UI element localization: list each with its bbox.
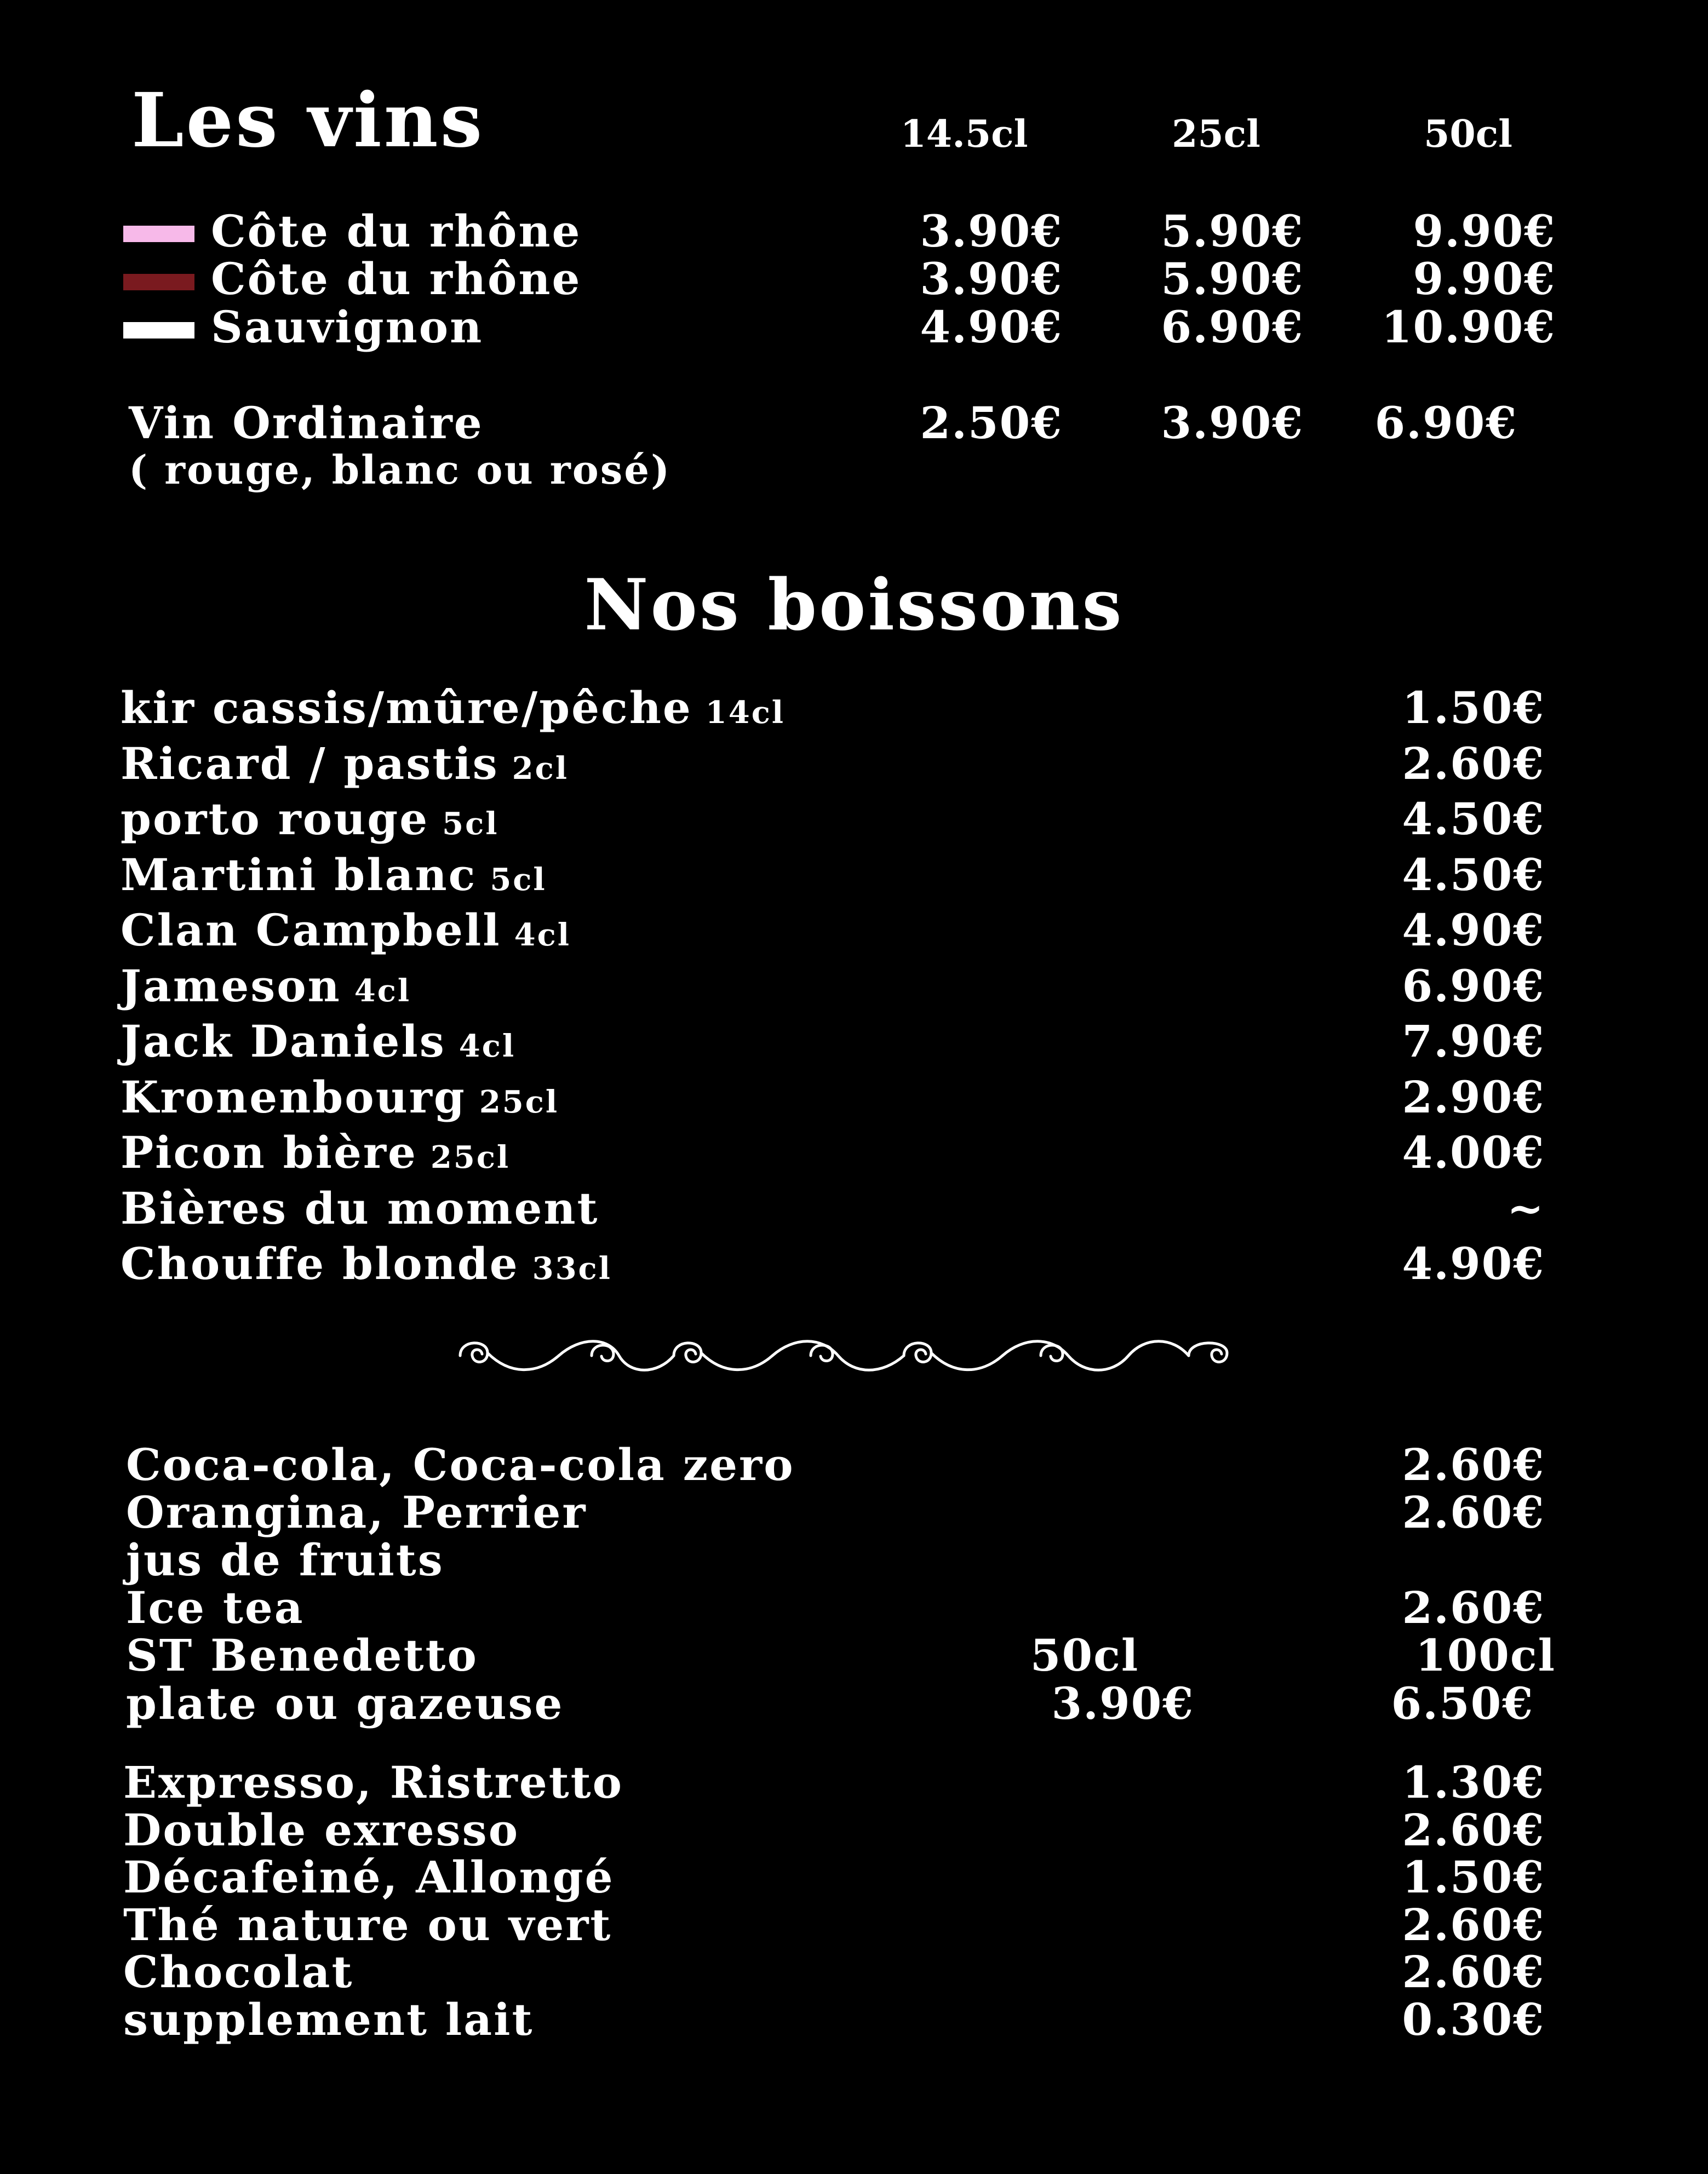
- soft-name: Coca-cola, Coca-cola zero: [126, 1439, 795, 1490]
- wine-name: Côte du rhône: [211, 253, 582, 305]
- white-wine-swatch: [123, 322, 194, 339]
- water-price: 3.90€: [1051, 1678, 1194, 1729]
- drink-name-text: Picon bière: [121, 1127, 417, 1178]
- drink-price: 2.60€: [1402, 737, 1545, 789]
- water-name: ST Benedetto: [126, 1630, 478, 1681]
- wine-size-header-1: 14.5cl: [900, 112, 1028, 156]
- drink-name-text: porto rouge: [121, 793, 429, 845]
- drink-name: [121, 1127, 510, 1178]
- hot-name: Thé nature ou vert: [123, 1898, 612, 1951]
- drink-name: [121, 738, 569, 789]
- wine-size-header-2: 25cl: [1172, 112, 1260, 156]
- hot-name: supplement lait: [123, 1993, 534, 2045]
- drink-name-text: kir cassis/mûre/pêche: [121, 682, 692, 733]
- wine-price: 10.90€: [1381, 301, 1556, 353]
- drink-size: 4cl: [354, 972, 411, 1009]
- water-size: 100cl: [1415, 1630, 1556, 1681]
- drink-size: 5cl: [490, 861, 547, 898]
- drink-size: 2cl: [512, 750, 569, 787]
- drink-name-text: Jack Daniels: [121, 1016, 446, 1067]
- ordinaire-note: ( rouge, blanc ou rosé): [129, 446, 672, 493]
- drink-name: [121, 849, 547, 900]
- drink-name-text: Bières du moment: [121, 1182, 599, 1234]
- hot-price: 2.60€: [1402, 1946, 1545, 1998]
- drink-price: 4.50€: [1402, 793, 1545, 845]
- drink-name: [121, 793, 498, 845]
- soft-price: 2.60€: [1402, 1439, 1545, 1490]
- hot-name: Expresso, Ristretto: [123, 1757, 623, 1808]
- drink-size: 4cl: [458, 1028, 516, 1064]
- drink-price: 4.90€: [1402, 904, 1545, 956]
- hot-name: Décafeiné, Allongé: [123, 1851, 615, 1903]
- drink-price: 4.90€: [1402, 1238, 1545, 1289]
- drink-name: [121, 904, 571, 956]
- rose-wine-swatch: [123, 226, 194, 242]
- drink-name-text: Ricard / pastis: [121, 737, 499, 789]
- ordinaire-price: 6.90€: [1374, 397, 1517, 449]
- soft-name: Orangina, Perrier: [126, 1487, 587, 1538]
- drink-price: 4.50€: [1402, 848, 1545, 900]
- drink-size: 33cl: [532, 1251, 612, 1287]
- drink-size: 14cl: [705, 695, 786, 731]
- hot-price: 0.30€: [1402, 1993, 1545, 2045]
- drink-price: 7.90€: [1402, 1016, 1545, 1067]
- soft-name: Ice tea: [126, 1582, 305, 1633]
- water-size: 50cl: [1030, 1630, 1139, 1681]
- wine-price: 9.90€: [1413, 205, 1556, 257]
- wine-price: 5.90€: [1161, 205, 1304, 257]
- drink-name-text: Martini blanc: [121, 848, 477, 900]
- drink-size: 5cl: [442, 806, 499, 842]
- drink-name: [121, 1238, 612, 1289]
- ordinaire-price: 2.50€: [920, 397, 1063, 449]
- hot-name: Chocolat: [123, 1946, 354, 1998]
- drink-name-text: Kronenbourg: [121, 1071, 466, 1123]
- drink-price: 2.90€: [1402, 1071, 1545, 1123]
- wine-price: 6.90€: [1161, 301, 1304, 353]
- wine-price: 9.90€: [1413, 253, 1556, 305]
- drink-size: 25cl: [479, 1083, 559, 1120]
- drink-size: 4cl: [514, 917, 571, 953]
- hot-price: 2.60€: [1402, 1898, 1545, 1951]
- soft-price: 2.60€: [1402, 1582, 1545, 1633]
- drink-name: [121, 1016, 515, 1067]
- wine-price: 4.90€: [920, 301, 1063, 353]
- drink-price: 4.00€: [1402, 1127, 1545, 1178]
- drink-name-text: Chouffe blonde: [121, 1238, 519, 1289]
- drink-name: [121, 1071, 559, 1123]
- ordinaire-price: 3.90€: [1161, 397, 1304, 449]
- wine-name: Côte du rhône: [211, 205, 582, 257]
- water-price: 6.50€: [1391, 1678, 1534, 1729]
- drink-price: ~: [1506, 1182, 1545, 1234]
- soft-name: jus de fruits: [126, 1534, 444, 1586]
- drink-name: [121, 682, 785, 733]
- water-note: plate ou gazeuse: [126, 1678, 564, 1729]
- drink-name: [121, 1183, 599, 1234]
- hot-price: 1.50€: [1402, 1851, 1545, 1903]
- drinks-title: Nos boissons: [584, 564, 1124, 646]
- hot-name: Double exresso: [123, 1804, 520, 1856]
- hot-price: 1.30€: [1402, 1757, 1545, 1808]
- drink-name-text: Jameson: [121, 960, 341, 1012]
- drink-name-text: Clan Campbell: [121, 904, 501, 956]
- wine-size-header-3: 50cl: [1424, 112, 1512, 156]
- wines-title: Les vins: [131, 77, 485, 164]
- red-wine-swatch: [123, 274, 194, 290]
- drink-price: 6.90€: [1402, 960, 1545, 1012]
- wine-price: 3.90€: [920, 205, 1063, 257]
- ordinaire-name: Vin Ordinaire: [129, 397, 484, 449]
- drink-price: 1.50€: [1402, 682, 1545, 733]
- drink-name: [121, 960, 411, 1012]
- soft-price: 2.60€: [1402, 1487, 1545, 1538]
- ornament-divider: [455, 1326, 1233, 1386]
- drink-size: 25cl: [430, 1139, 511, 1175]
- wine-price: 3.90€: [920, 253, 1063, 305]
- wine-name: Sauvignon: [211, 301, 484, 353]
- wine-price: 5.90€: [1161, 253, 1304, 305]
- hot-price: 2.60€: [1402, 1804, 1545, 1856]
